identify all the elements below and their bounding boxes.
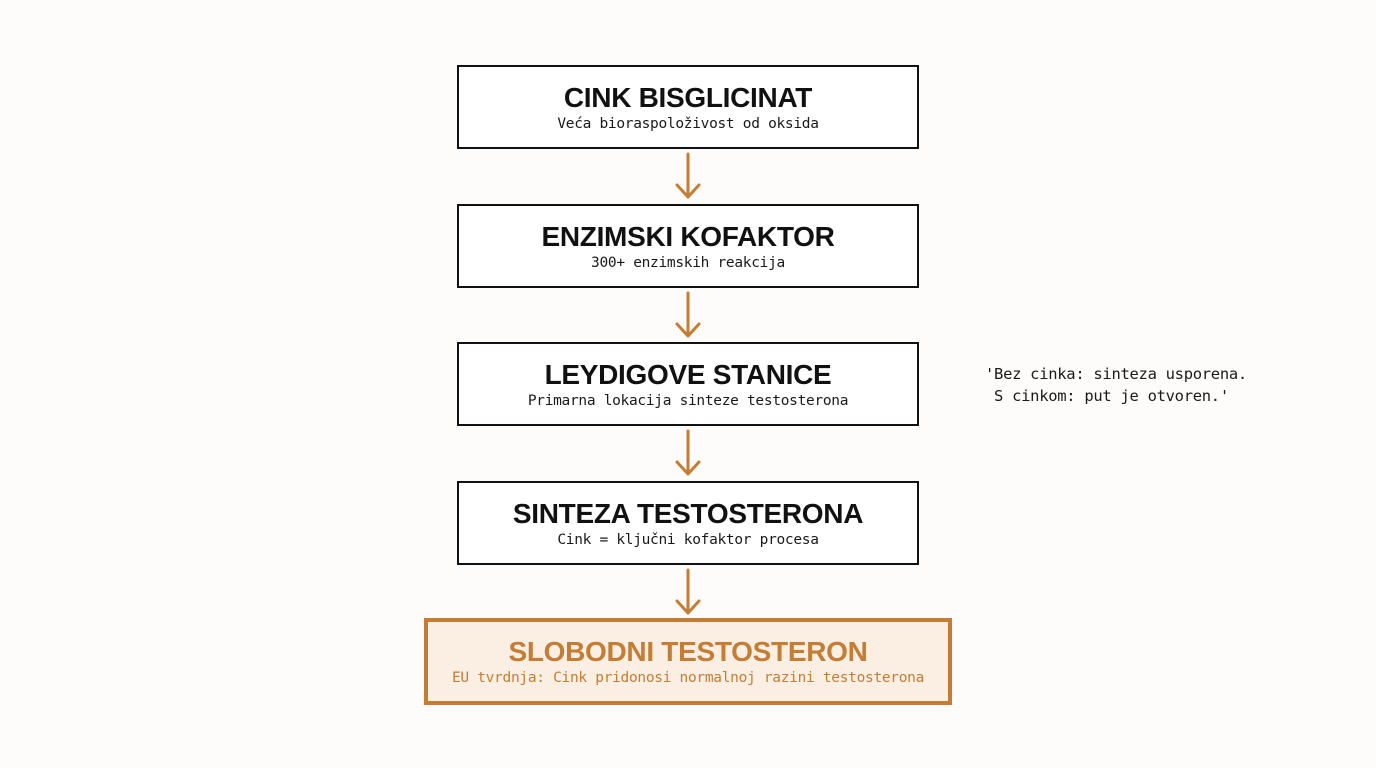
node-subtitle: 300+ enzimskih reakcija <box>591 254 785 271</box>
node-subtitle: Primarna lokacija sinteze testosterona <box>527 392 849 409</box>
node-title: SLOBODNI TESTOSTERON <box>508 636 868 667</box>
arrow-down-icon <box>673 568 703 616</box>
arrow-down-icon <box>673 152 703 200</box>
node-leydigove-stanice <box>457 342 919 426</box>
node-subtitle: EU tvrdnja: Cink pridonosi normalnoj razini testosterona <box>451 670 925 686</box>
node-enzimski-kofaktor <box>457 204 919 288</box>
annotation-quote <box>985 363 1247 407</box>
arrow-down-icon <box>673 291 703 339</box>
arrow-down-icon <box>673 429 703 477</box>
node-title: ENZIMSKI KOFAKTOR <box>541 220 835 252</box>
node-subtitle: Veća bioraspoloživost od oksida <box>557 115 819 132</box>
node-subtitle: Cink = ključni kofaktor procesa <box>557 531 819 548</box>
node-cink-bisglicinat <box>457 65 919 149</box>
node-slobodni-testosteron <box>424 618 952 705</box>
node-title: CINK BISGLICINAT <box>563 81 813 113</box>
node-title: LEYDIGOVE STANICE <box>544 358 832 390</box>
annotation-line-2: S cinkom: put je otvoren.' <box>985 387 1229 405</box>
annotation-line-1: 'Bez cinka: sinteza usporena. <box>985 365 1247 383</box>
node-title: SINTEZA TESTOSTERONA <box>512 497 864 529</box>
node-sinteza-testosterona <box>457 481 919 565</box>
